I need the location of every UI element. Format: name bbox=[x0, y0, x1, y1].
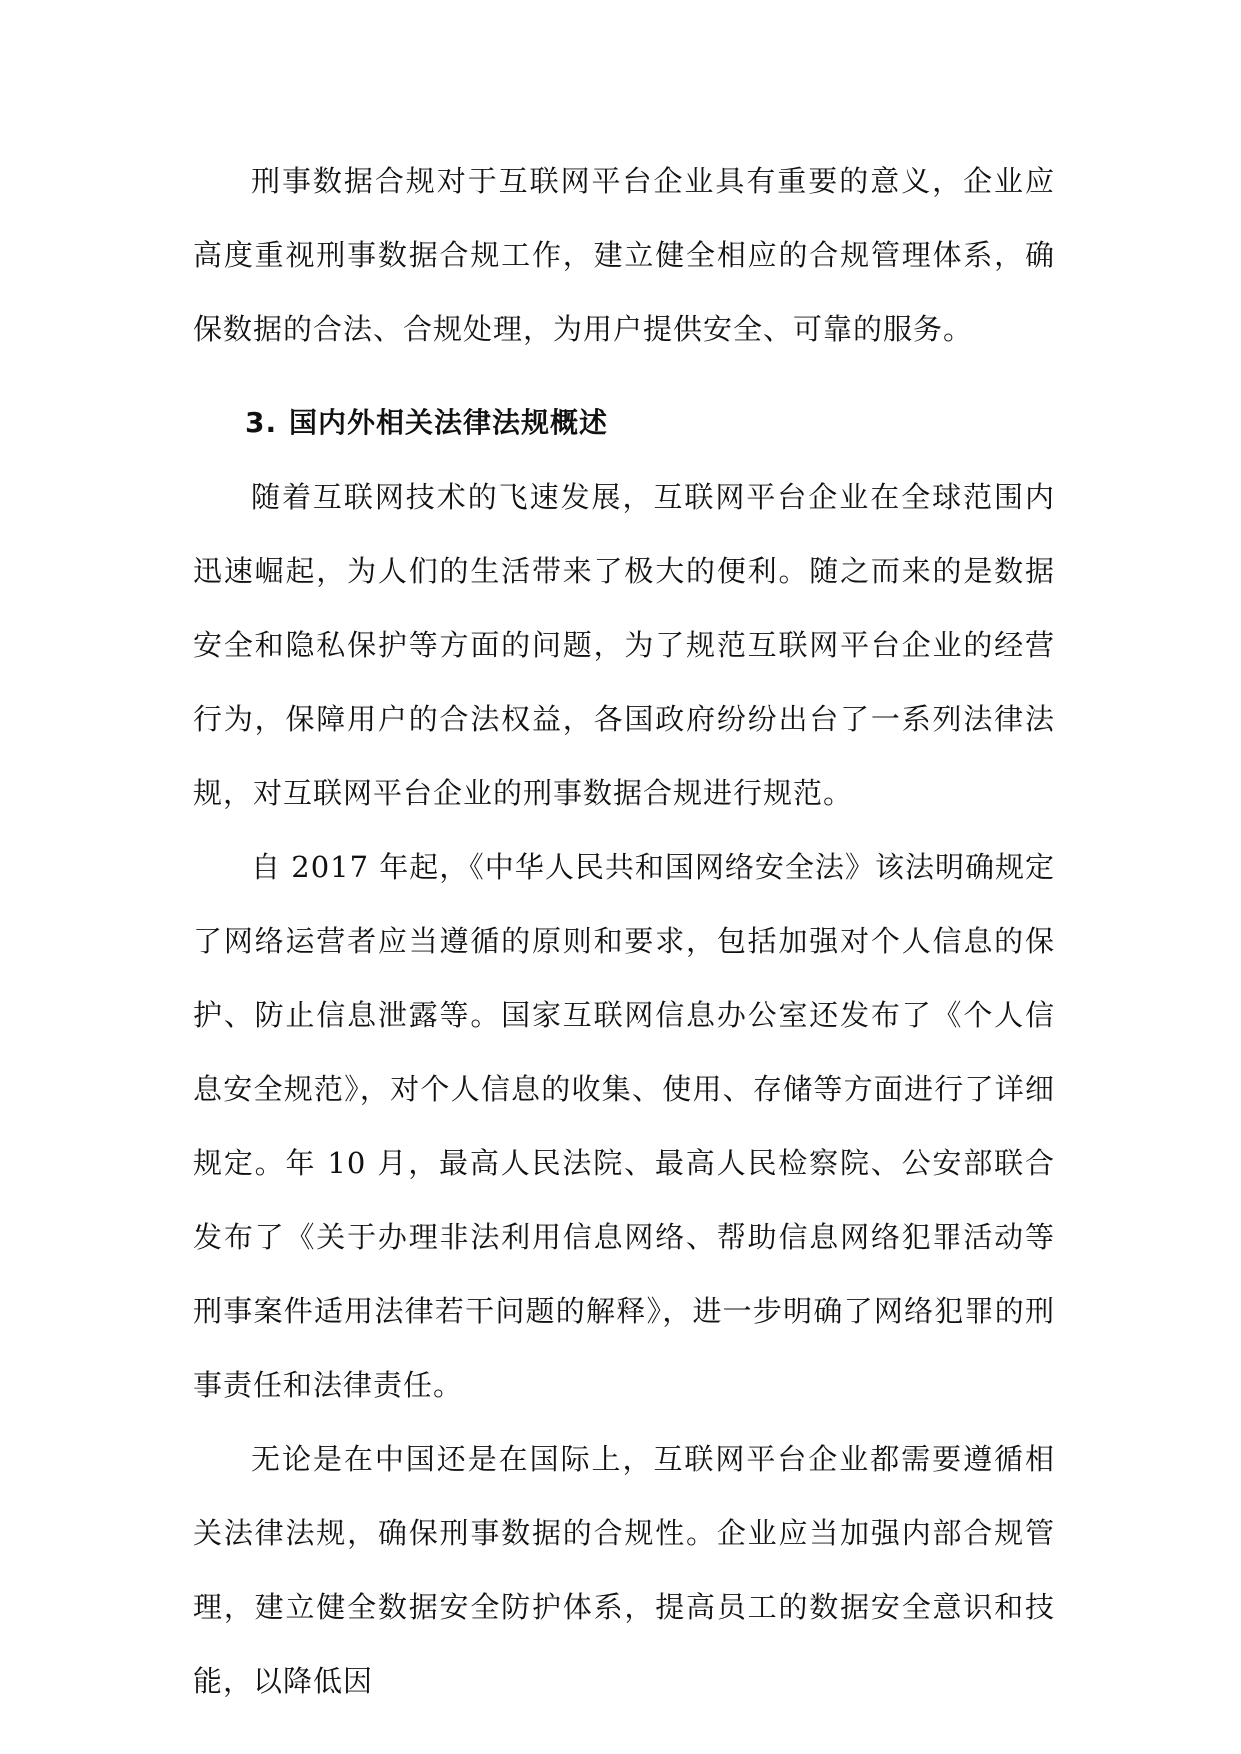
paragraph-intro: 刑事数据合规对于互联网平台企业具有重要的意义，企业应高度重视刑事数据合规工作，建立健全相应的合规管理体系，确保数据的合法、合规处理，为用户提供安全、可靠的服务。 bbox=[193, 164, 1055, 346]
spacer bbox=[193, 366, 1055, 400]
document-body bbox=[193, 144, 1055, 1718]
paragraph-2: 自 2017 年起，《中华人民共和国网络安全法》该法明确规定了网络运营者应当遵循的原则和要求，包括加强对个人信息的保护、防止信息泄露等。国家互联网信息办公室还发布了《个人信息安全规范》，对个人信息的收集、使用、存储等方面进行了详细规定。年 10 月，最高人民法院、最高人民检察院、公安部联合发布了《关于办理非法利用信息网络、帮助信息网络犯罪活动等刑事案件适用法律若干问题的解释》，进一步明确了网络犯罪的刑事责任和法律责任。 bbox=[193, 850, 1055, 1402]
paragraph-1: 随着互联网技术的飞速发展，互联网平台企业在全球范围内迅速崛起，为人们的生活带来了极大的便利。随之而来的是数据安全和隐私保护等方面的问题，为了规范互联网平台企业的经营行为，保障用户的合法权益，各国政府纷纷出台了一系列法律法规，对互联网平台企业的刑事数据合规进行规范。 bbox=[193, 480, 1055, 810]
spacer bbox=[193, 446, 1055, 460]
paragraph-3: 无论是在中国还是在国际上，互联网平台企业都需要遵循相关法律法规，确保刑事数据的合规性。企业应当加强内部合规管理，建立健全数据安全防护体系，提高员工的数据安全意识和技能，以降低因 bbox=[193, 1442, 1055, 1698]
section-heading bbox=[193, 400, 1055, 446]
section-number: 3. bbox=[245, 406, 278, 439]
section-title: 国内外相关法律法规概述 bbox=[289, 406, 609, 439]
